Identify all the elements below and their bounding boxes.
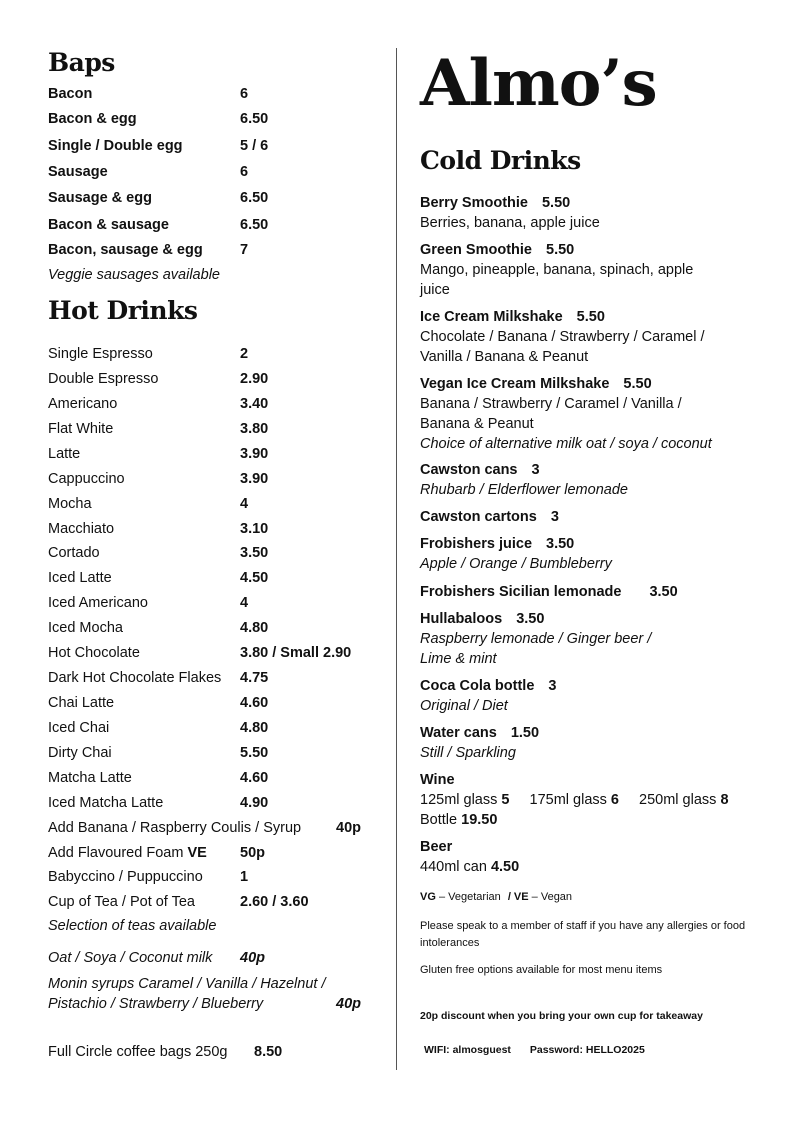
- cold-drinks-title: Cold Drinks: [420, 146, 581, 175]
- green-smoothie-desc-1: Mango, pineapple, banana, spinach, apple: [420, 262, 694, 278]
- hot-drink-price: 3.80 / Small 2.90: [240, 645, 352, 661]
- baps-item-price: 6: [240, 86, 249, 102]
- baps-item-price: 6.50: [240, 190, 269, 206]
- hullabaloos-price: 3.50: [516, 611, 545, 627]
- cawston-cartons-name: Cawston cartons: [420, 509, 537, 525]
- discount-note: 20p discount when you bring your own cup for takeaway: [420, 1010, 703, 1022]
- beer-can-label: 440ml can: [420, 859, 487, 875]
- ice-cream-milkshake: [420, 307, 770, 367]
- hot-drink-row: [48, 643, 378, 663]
- hot-drink-name: Iced Matcha Latte: [48, 795, 164, 811]
- addon-foam-price: 50p: [240, 845, 265, 861]
- wine-125-price: 5: [501, 792, 510, 808]
- hot-drink-row: [48, 494, 378, 514]
- coca-cola-price: 3: [548, 678, 557, 694]
- hot-drink-row: [48, 743, 378, 763]
- hot-drink-name: Cortado: [48, 545, 100, 561]
- teas-note: Selection of teas available: [48, 918, 217, 934]
- hot-drink-row: [48, 419, 378, 439]
- baps-item-price: 6.50: [240, 111, 269, 127]
- ice-cream-milkshake-desc-2: Vanilla / Banana & Peanut: [420, 349, 589, 365]
- addon-banana-row: [48, 818, 378, 838]
- baps-item-name: Bacon, sausage & egg: [48, 242, 203, 258]
- vegan-milkshake-desc-1: Banana / Strawberry / Caramel / Vanilla /: [420, 396, 682, 412]
- hullabaloos-note-2: Lime & mint: [420, 651, 497, 667]
- vegan-milkshake-desc-2: Banana & Peanut: [420, 416, 534, 432]
- berry-smoothie-price: 5.50: [541, 195, 571, 211]
- sicilian-lemonade-price: 3.50: [649, 584, 678, 600]
- water-cans: [420, 723, 770, 763]
- beer-can: [420, 857, 770, 877]
- baps-item-name: Bacon: [48, 86, 93, 102]
- berry-smoothie: [420, 193, 770, 233]
- tea-price: 2.60 / 3.60: [240, 894, 309, 910]
- hot-drink-price: 3.10: [240, 521, 269, 537]
- wine-125-label: 125ml glass: [420, 792, 498, 808]
- milk-row: [48, 948, 378, 968]
- hot-drink-price: 4: [240, 595, 249, 611]
- baps-item-name: Sausage & egg: [48, 190, 152, 206]
- baps-title: Baps: [48, 48, 115, 77]
- hot-drink-price: 4.75: [240, 670, 269, 686]
- hot-drink-name: Chai Latte: [48, 695, 115, 711]
- hot-drink-row: [48, 444, 378, 464]
- cawston-cartons-price: 3: [550, 509, 559, 525]
- hot-drink-price: 4.50: [240, 570, 269, 586]
- baps-item-price: 6: [240, 164, 249, 180]
- ve-text: – Vegan: [531, 891, 573, 903]
- hot-drink-row: [48, 618, 378, 638]
- hot-drink-row: [48, 718, 378, 738]
- hot-drinks-title: Hot Drinks: [48, 296, 198, 325]
- baps-item-name: Single / Double egg: [48, 138, 183, 154]
- hot-drink-row: [48, 768, 378, 788]
- vg-text: – Vegetarian: [438, 891, 501, 903]
- babyccino-price: 1: [240, 869, 249, 885]
- baps-row: [48, 84, 378, 104]
- hot-drink-name: Hot Chocolate: [48, 645, 140, 661]
- hot-drink-price: 4.90: [240, 795, 269, 811]
- vegan-milkshake-price: 5.50: [623, 376, 652, 392]
- hot-drink-row: [48, 543, 378, 563]
- hot-drink-name: Cappuccino: [48, 471, 125, 487]
- wine-name: Wine: [420, 772, 455, 788]
- baps-item-price: 5 / 6: [240, 138, 269, 154]
- wifi-password: Password: HELLO2025: [529, 1044, 645, 1056]
- coca-cola: [420, 676, 770, 716]
- baps-row: [48, 136, 378, 156]
- baps-row: [48, 188, 378, 208]
- addon-banana-price: 40p: [336, 820, 361, 836]
- wine-glasses: [420, 790, 770, 810]
- vegan-milkshake-name: Vegan Ice Cream Milkshake: [420, 376, 610, 392]
- tea-name: Cup of Tea / Pot of Tea: [48, 894, 195, 910]
- hot-drink-row: [48, 344, 378, 364]
- hot-drink-price: 4.60: [240, 770, 269, 786]
- wine-250-label: 250ml glass: [639, 792, 717, 808]
- veggie-note: Veggie sausages available: [48, 267, 220, 283]
- cawston-cartons: [420, 507, 770, 527]
- hot-drink-name: Dark Hot Chocolate Flakes: [48, 670, 222, 686]
- wine-bottle-label: Bottle: [420, 812, 458, 828]
- coffee-bags-name: Full Circle coffee bags 250g: [48, 1044, 228, 1060]
- cawston-cans-name: Cawston cans: [420, 462, 518, 478]
- hot-drink-name: Iced Latte: [48, 570, 112, 586]
- water-cans-price: 1.50: [510, 725, 540, 741]
- green-smoothie: [420, 240, 770, 300]
- berry-smoothie-desc: Berries, banana, apple juice: [420, 215, 600, 231]
- hot-drink-name: Double Espresso: [48, 371, 159, 387]
- baps-row: [48, 162, 378, 182]
- baps-row: [48, 109, 378, 129]
- hot-drink-name: Latte: [48, 446, 81, 462]
- brand-logo: Almo’s: [420, 46, 657, 121]
- hot-drink-name: Dirty Chai: [48, 745, 112, 761]
- hot-drink-price: 2.90: [240, 371, 269, 387]
- hot-drink-row: [48, 369, 378, 389]
- baps-item-name: Bacon & sausage: [48, 217, 169, 233]
- hot-drink-price: 2: [240, 346, 249, 362]
- addon-foam-tag: VE: [187, 845, 207, 861]
- green-smoothie-price: 5.50: [546, 242, 575, 258]
- hot-drink-row: [48, 394, 378, 414]
- hullabaloos: [420, 609, 770, 669]
- milk-price: 40p: [240, 950, 265, 966]
- vegan-milkshake: [420, 374, 770, 454]
- hot-drink-price: 3.90: [240, 446, 269, 462]
- beer-can-price: 4.50: [490, 859, 520, 875]
- milk-name: Oat / Soya / Coconut milk: [48, 950, 213, 966]
- wine-175-price: 6: [610, 792, 619, 808]
- green-smoothie-desc-2: juice: [420, 282, 450, 298]
- beer-name: Beer: [420, 839, 453, 855]
- baps-row: [48, 240, 378, 260]
- gluten-note: Gluten free options available for most menu items: [420, 964, 663, 976]
- hot-drink-price: 3.50: [240, 545, 269, 561]
- frobishers-juice-note: Apple / Orange / Bumbleberry: [420, 556, 612, 572]
- ice-cream-milkshake-name: Ice Cream Milkshake: [420, 309, 563, 325]
- hot-drink-name: Americano: [48, 396, 118, 412]
- hot-drink-price: 5.50: [240, 745, 269, 761]
- baps-item-name: Bacon & egg: [48, 111, 137, 127]
- hot-drink-row: [48, 693, 378, 713]
- addon-foam-name: [48, 843, 207, 863]
- sicilian-lemonade: [420, 582, 770, 602]
- wine-bottle: [420, 810, 770, 830]
- addon-banana-name: Add Banana / Raspberry Coulis / Syrup: [48, 820, 302, 836]
- water-cans-note: Still / Sparkling: [420, 745, 516, 761]
- column-divider: [396, 48, 397, 1070]
- tea-row: [48, 892, 378, 912]
- hot-drink-name: Mocha: [48, 496, 92, 512]
- wine-250-price: 8: [720, 792, 729, 808]
- hot-drink-price: 4.80: [240, 720, 269, 736]
- coffee-bags-row: [48, 1042, 378, 1062]
- hot-drink-price: 3.40: [240, 396, 269, 412]
- berry-smoothie-name: Berry Smoothie: [420, 195, 528, 211]
- frobishers-juice-price: 3.50: [546, 536, 575, 552]
- beer: [420, 837, 770, 877]
- hullabaloos-note-1: Raspberry lemonade / Ginger beer /: [420, 631, 652, 647]
- hot-drink-price: 4: [240, 496, 249, 512]
- water-cans-name: Water cans: [420, 725, 497, 741]
- ve-tag: / VE: [507, 891, 529, 903]
- hot-drink-row: [48, 668, 378, 688]
- ice-cream-milkshake-price: 5.50: [576, 309, 605, 325]
- addon-foam-row: [48, 843, 378, 863]
- hot-drink-row: [48, 568, 378, 588]
- wine-175-label: 175ml glass: [529, 792, 607, 808]
- coca-cola-name: Coca Cola bottle: [420, 678, 535, 694]
- syrups-price: 40p: [336, 996, 361, 1012]
- syrups-line-1: Monin syrups Caramel / Vanilla / Hazelnut /: [48, 976, 326, 992]
- hot-drink-price: 3.90: [240, 471, 269, 487]
- baps-row: [48, 215, 378, 235]
- hot-drink-name: Single Espresso: [48, 346, 153, 362]
- cawston-cans-note: Rhubarb / Elderflower lemonade: [420, 482, 628, 498]
- cawston-cans: [420, 460, 770, 500]
- hot-drink-name: Matcha Latte: [48, 770, 132, 786]
- hot-drink-name: Iced Americano: [48, 595, 148, 611]
- vegan-milkshake-note: Choice of alternative milk oat / soya / coconut: [420, 436, 712, 452]
- frobishers-juice-name: Frobishers juice: [420, 536, 533, 552]
- hot-drink-row: [48, 519, 378, 539]
- wifi-name: WIFI: almosguest: [424, 1044, 511, 1056]
- babyccino-row: [48, 867, 378, 887]
- babyccino-name: Babyccino / Puppuccino: [48, 869, 203, 885]
- hot-drink-row: [48, 793, 378, 813]
- sicilian-lemonade-name: Frobishers Sicilian lemonade: [420, 584, 622, 600]
- diet-legend: [420, 889, 760, 906]
- syrups-row: [48, 994, 378, 1014]
- frobishers-juice: [420, 534, 770, 574]
- green-smoothie-name: Green Smoothie: [420, 242, 532, 258]
- coca-cola-note: Original / Diet: [420, 698, 508, 714]
- hot-drink-row: [48, 593, 378, 613]
- ice-cream-milkshake-desc-1: Chocolate / Banana / Strawberry / Caramel /: [420, 329, 705, 345]
- allergy-note: Please speak to a member of staff if you have any allergies or food intolerances: [420, 920, 746, 949]
- baps-item-name: Sausage: [48, 164, 108, 180]
- cawston-cans-price: 3: [531, 462, 540, 478]
- hullabaloos-name: Hullabaloos: [420, 611, 503, 627]
- hot-drink-price: 4.60: [240, 695, 269, 711]
- hot-drink-name: Flat White: [48, 421, 114, 437]
- wine-bottle-price: 19.50: [461, 812, 498, 828]
- hot-drink-row: [48, 469, 378, 489]
- hot-drink-price: 3.80: [240, 421, 269, 437]
- syrups-line-2: Pistachio / Strawberry / Blueberry: [48, 996, 264, 1012]
- hot-drink-price: 4.80: [240, 620, 269, 636]
- baps-item-price: 7: [240, 242, 249, 258]
- addon-foam-label: Add Flavoured Foam: [48, 845, 184, 861]
- baps-item-price: 6.50: [240, 217, 269, 233]
- vg-tag: VG: [420, 891, 436, 903]
- wine: [420, 770, 770, 830]
- wifi-info: [424, 1042, 764, 1059]
- hot-drink-name: Iced Mocha: [48, 620, 123, 636]
- hot-drink-name: Macchiato: [48, 521, 115, 537]
- coffee-bags-price: 8.50: [254, 1044, 283, 1060]
- hot-drink-name: Iced Chai: [48, 720, 110, 736]
